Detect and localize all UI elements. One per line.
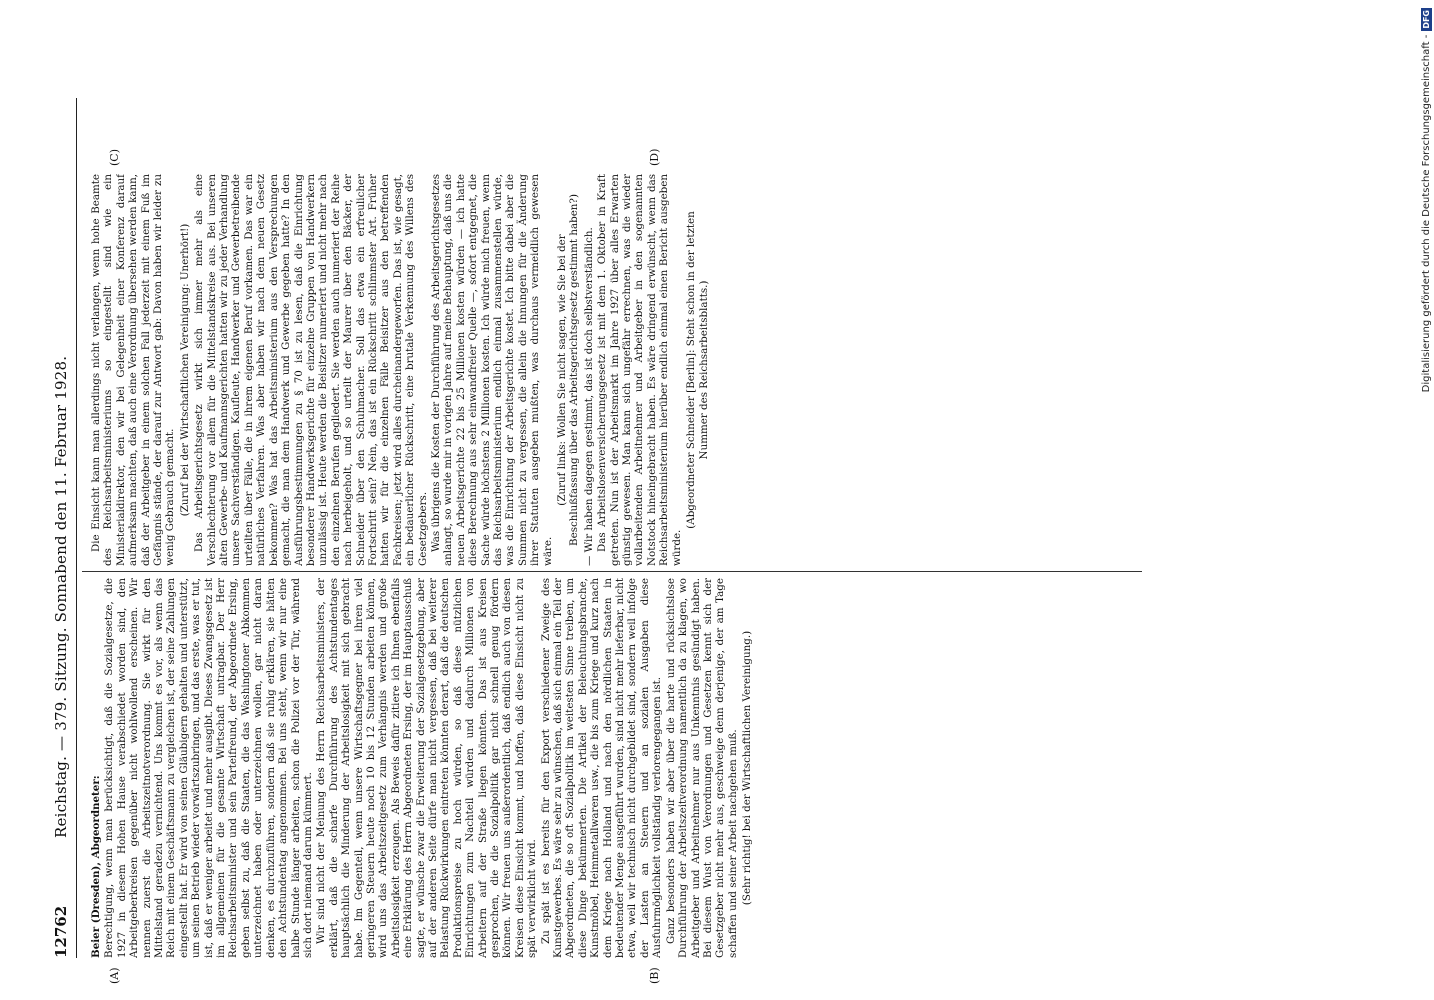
left-text-column [90,578,1130,958]
right-paragraph-5: Das Arbeitslosenversicherungsgesetz ist mit dem 1. Oktober in Kraft getreten. Nun ist der Arbeitsmarkt im Jahre 1927 über alles Erwarten günstig gewesen. Man kann sich ungefähr errechnen, was die wieder vollarbeitenden Arbeitnehmer und Arbeitgeber in den sogenannten Notstock hineingebracht haben. Es wäre dringend erwünscht, wenn das Reichsarbeitsministerium hierüber endlich einmal einen Bericht ausgeben würde. [596,174,683,566]
left-interjection: (Sehr richtig! bei der Wirtschaftlichen Vereinigung.) [741,630,754,906]
left-paragraph-2: Wir sind nicht der Meinung des Herrn Reichsarbeitsministers, der erklärt, daß die scharfe Durchführung des Achtstundentages hauptsächlich die Minderung der Arbeitslosigkeit mit sich gebracht habe. Im Gegenteil, wenn unsere Wirtschaftsgegner bei ihren viel geringeren Steuern heute noch 10 bis 12 Stunden arbeiten können, wird uns das Arbeitszeitgesetz zum Verhängnis werden und große Arbeitslosigkeit erzeugen. Als Beweis dafür zitiere ich Ihnen ebenfalls eine Erklärung des Herrn Abgeordneten Ersing, der im Hauptausschuß sagte, er wünsche zwar die Erweiterung der Sozialgesetzgebung, aber auf der anderen Seite dürfe man nicht vergessen, daß bei weiterer Belastung Rückwirkungen eintreten könnten derart, daß die deutschen Produktionspreise zu hoch würden, so daß diese nützlichen Einrichtungen zum Nachteil würden und dadurch Millionen von Arbeitern auf der Straße liegen könnten. Das ist aus Kreisen gesprochen, die die Sozialpolitik gar nicht schnell genug fördern können. Wir freuen uns außerordentlich, daß endlich auch von diesen Kreisen diese Einsicht kommt, und hoffen, daß diese Einsicht nicht zu spät verwirklicht wird. [315,578,539,958]
header-rule [76,98,77,958]
left-paragraph-4: Ganz besonders haben wir aber über die harte und rücksichtslose Durchführung der Arbeitszeitverordnung namentlich da zu klagen, wo Arbeitgeber und Arbeitnehmer nur aus Unkenntnis gesündigt haben. Bei diesem Wust von Verordnungen und Gesetzen kennt sich der Gesetzgeber nicht mehr aus, geschweige denn derjenige, der am Tage schaffen und seiner Arbeit nachgehen muß. [664,578,739,958]
margin-mark-d: (D) [648,148,661,166]
right-interjection-2: (Zuruf links: Wollen Sie nicht sagen, wie Sie bei der Beschlußfassung über das Arbeitsgerichtsgesetz gestimmt haben?) [556,194,581,546]
margin-mark-c: (C) [108,149,121,166]
column-divider [82,571,1142,572]
right-paragraph-4: — Wir haben dagegen gestimmt, das ist doch selbstverständlich. [582,227,595,566]
margin-mark-a: (A) [108,967,121,984]
left-paragraph-1: Berechtigung, wenn man berücksichtigt, daß die Sozialgesetze, die 1927 in diesem Hohen Hause verabschiedet worden sind, den Arbeitgeberkreisen gegenüber nicht wohlwollend erscheinen. Wir nennen zuerst die Arbeitszeitnotverordnung. Sie wirkt für den Mittelstand geradezu vernichtend. Uns kommt es vor, als wenn das Reich mit einem Geschäftsmann zu vergleichen ist, der seine Zahlungen eingestellt hat. Er wird von seinen Gläubigern gehalten und unterstützt, um seinen Betrieb wieder vorwärtszubringen, und das erste, was er tut, ist, daß er weniger arbeitet und mehr ausgibt. Dieses Zwangsgesetz ist im allgemeinen für die gesamte Wirtschaft untragbar. Der Herr Reichsarbeitsminister und sein Parteifreund, der Abgeordnete Ersing, geben selbst zu, daß die Staaten, die das Washingtoner Abkommen unterzeichnet haben oder unterzeichnen wollen, gar nicht daran denken, es durchzuführen, sondern daß sie ruhig erklären, sie hätten den Achtstundentag angenommen. Bei uns steht, wenn wir nur eine halbe Stunde länger arbeiten, schon die Polizei vor der Tür, während sich dort niemand darum kümmert. [103,578,314,958]
speaker-line: Beier (Dresden), Abgeordneter: [90,775,102,958]
right-interjection-1: (Zuruf bei der Wirtschaftlichen Vereinigung: Unerhört!) [178,223,191,517]
digitization-credit [1418,8,1434,992]
margin-mark-b: (B) [648,967,661,984]
page-number: 12762 [52,905,70,958]
page-header [50,98,76,958]
running-title: Reichstag. — 379. Sitzung. Sonnabend den 11. Februar 1928. [52,355,70,838]
dfg-logo: DFG [1421,10,1431,29]
credit-text: Digitalisierung gefördert durch die Deutsche Forschungsgemeinschaft - [1421,34,1432,393]
right-paragraph-2: Das Arbeitsgerichtsgesetz wirkt sich immer mehr als eine Verschlechterung vor allem für die Mittelstandskreise aus. Bei unseren alten Gewerbe- und Kaufmannsgerichten hatten wir zu jeder Verhandlung unsere Sachverständigen. Kaufleute, Handwerker und Gewerbetreibende urteilten über Fälle, die in ihrem eigenen Beruf vorkamen. Das war ein natürliches Verfahren. Was aber haben wir nach dem neuen Gesetz bekommen? Was hat das Arbeitsministerium aus den Versprechungen gemacht, die man dem Handwerk und Gewerbe gegeben hatte? In den Ausführungsbestimmungen zu § 70 ist zu lesen, daß die Einrichtung besonderer Handwerksgerichte für einzelne Gruppen von Handwerkern unzulässig ist. Heute werden die Beisitzer numeriert und nicht mehr nach den einzelnen Berufen gegliedert. Sie werden auch numeriert der Reihe nach herbeigeholt, und so urteilt der Maurer über den Bäcker, der Schneider über den Schuhmacher. Soll das etwa ein erfreulicher Fortschritt sein? Nein, das ist ein Rückschritt schlimmster Art. Früher hatten wir für die einzelnen Fälle Beisitzer aus den betreffenden Fachkreisen; jetzt wird alles durcheinandergeworfen. Das ist, wie gesagt, ein bedauerlicher Rückschritt, eine brutale Verkennung des Willens des Gesetzgebers. [193,174,429,566]
right-interjection-3: (Abgeordneter Schneider [Berlin]: Steht schon in der letzten Nummer des Reichsarbeitsblatts.) [685,211,710,529]
right-text-column [90,174,1130,566]
rotated-document-page [50,98,1310,984]
right-paragraph-1: Die Einsicht kann man allerdings nicht verlangen, wenn hohe Beamte des Reichsarbeitsministeriums so eingestellt sind wie ein Ministerialdirektor, den wir bei Gelegenheit einer Konferenz darauf aufmerksam machten, daß auch eine Verordnung übersehen werden kann, daß der Arbeitgeber in einem solchen Fall jederzeit mit einem Fuß im Gefängnis stände, der darauf zur Antwort gab: Davon haben wir leider zu wenig Gebrauch gemacht. [90,174,177,566]
left-paragraph-3: Zu spät ist es bereits für den Export verschiedener Zweige des Kunstgewerbes. Es wäre sehr zu wünschen, daß sich einmal ein Teil der Abgeordneten, die so oft Sozialpolitik im weitesten Sinne treiben, um diese Dinge bekümmerten. Die Artikel der Beleuchtungsbranche, Kunstmöbel, Heimmetallwaren usw., die bis zum Kriege und kurz nach dem Kriege nach Holland und nach den nördlichen Staaten in bedeutender Menge ausgeführt wurden, sind nicht mehr lieferbar, nicht etwa, weil wir technisch nicht durchgebildet sind, sondern weil infolge der Lasten an Steuern und an sozialen Ausgaben diese Ausfuhrmöglichkeit vollständig verlorengegangen ist. [539,578,664,958]
right-paragraph-3: Was übrigens die Kosten der Durchführung des Arbeitsgerichtsgesetzes anlangt, so wurde mir in vorigen Jahre auf meine Behauptung, daß uns die neuen Arbeitsgerichte 22 bis 25 Millionen kosten würden — ich hatte diese Berechnung aus sehr einwandfreier Quelle —, sofort entgegnet, die Sache würde höchstens 2 Millionen kosten. Ich würde mich freuen, wenn das Reichsarbeitsministerium endlich einmal zusammenstellen würde, was die Einrichtung der Arbeitsgerichte kostet. Ich bitte dabei aber die Summen nicht zu vergessen, die allein die Innungen für die Änderung ihrer Statuten ausgeben mußten, was durchaus vermeidlich gewesen wäre. [429,174,554,566]
